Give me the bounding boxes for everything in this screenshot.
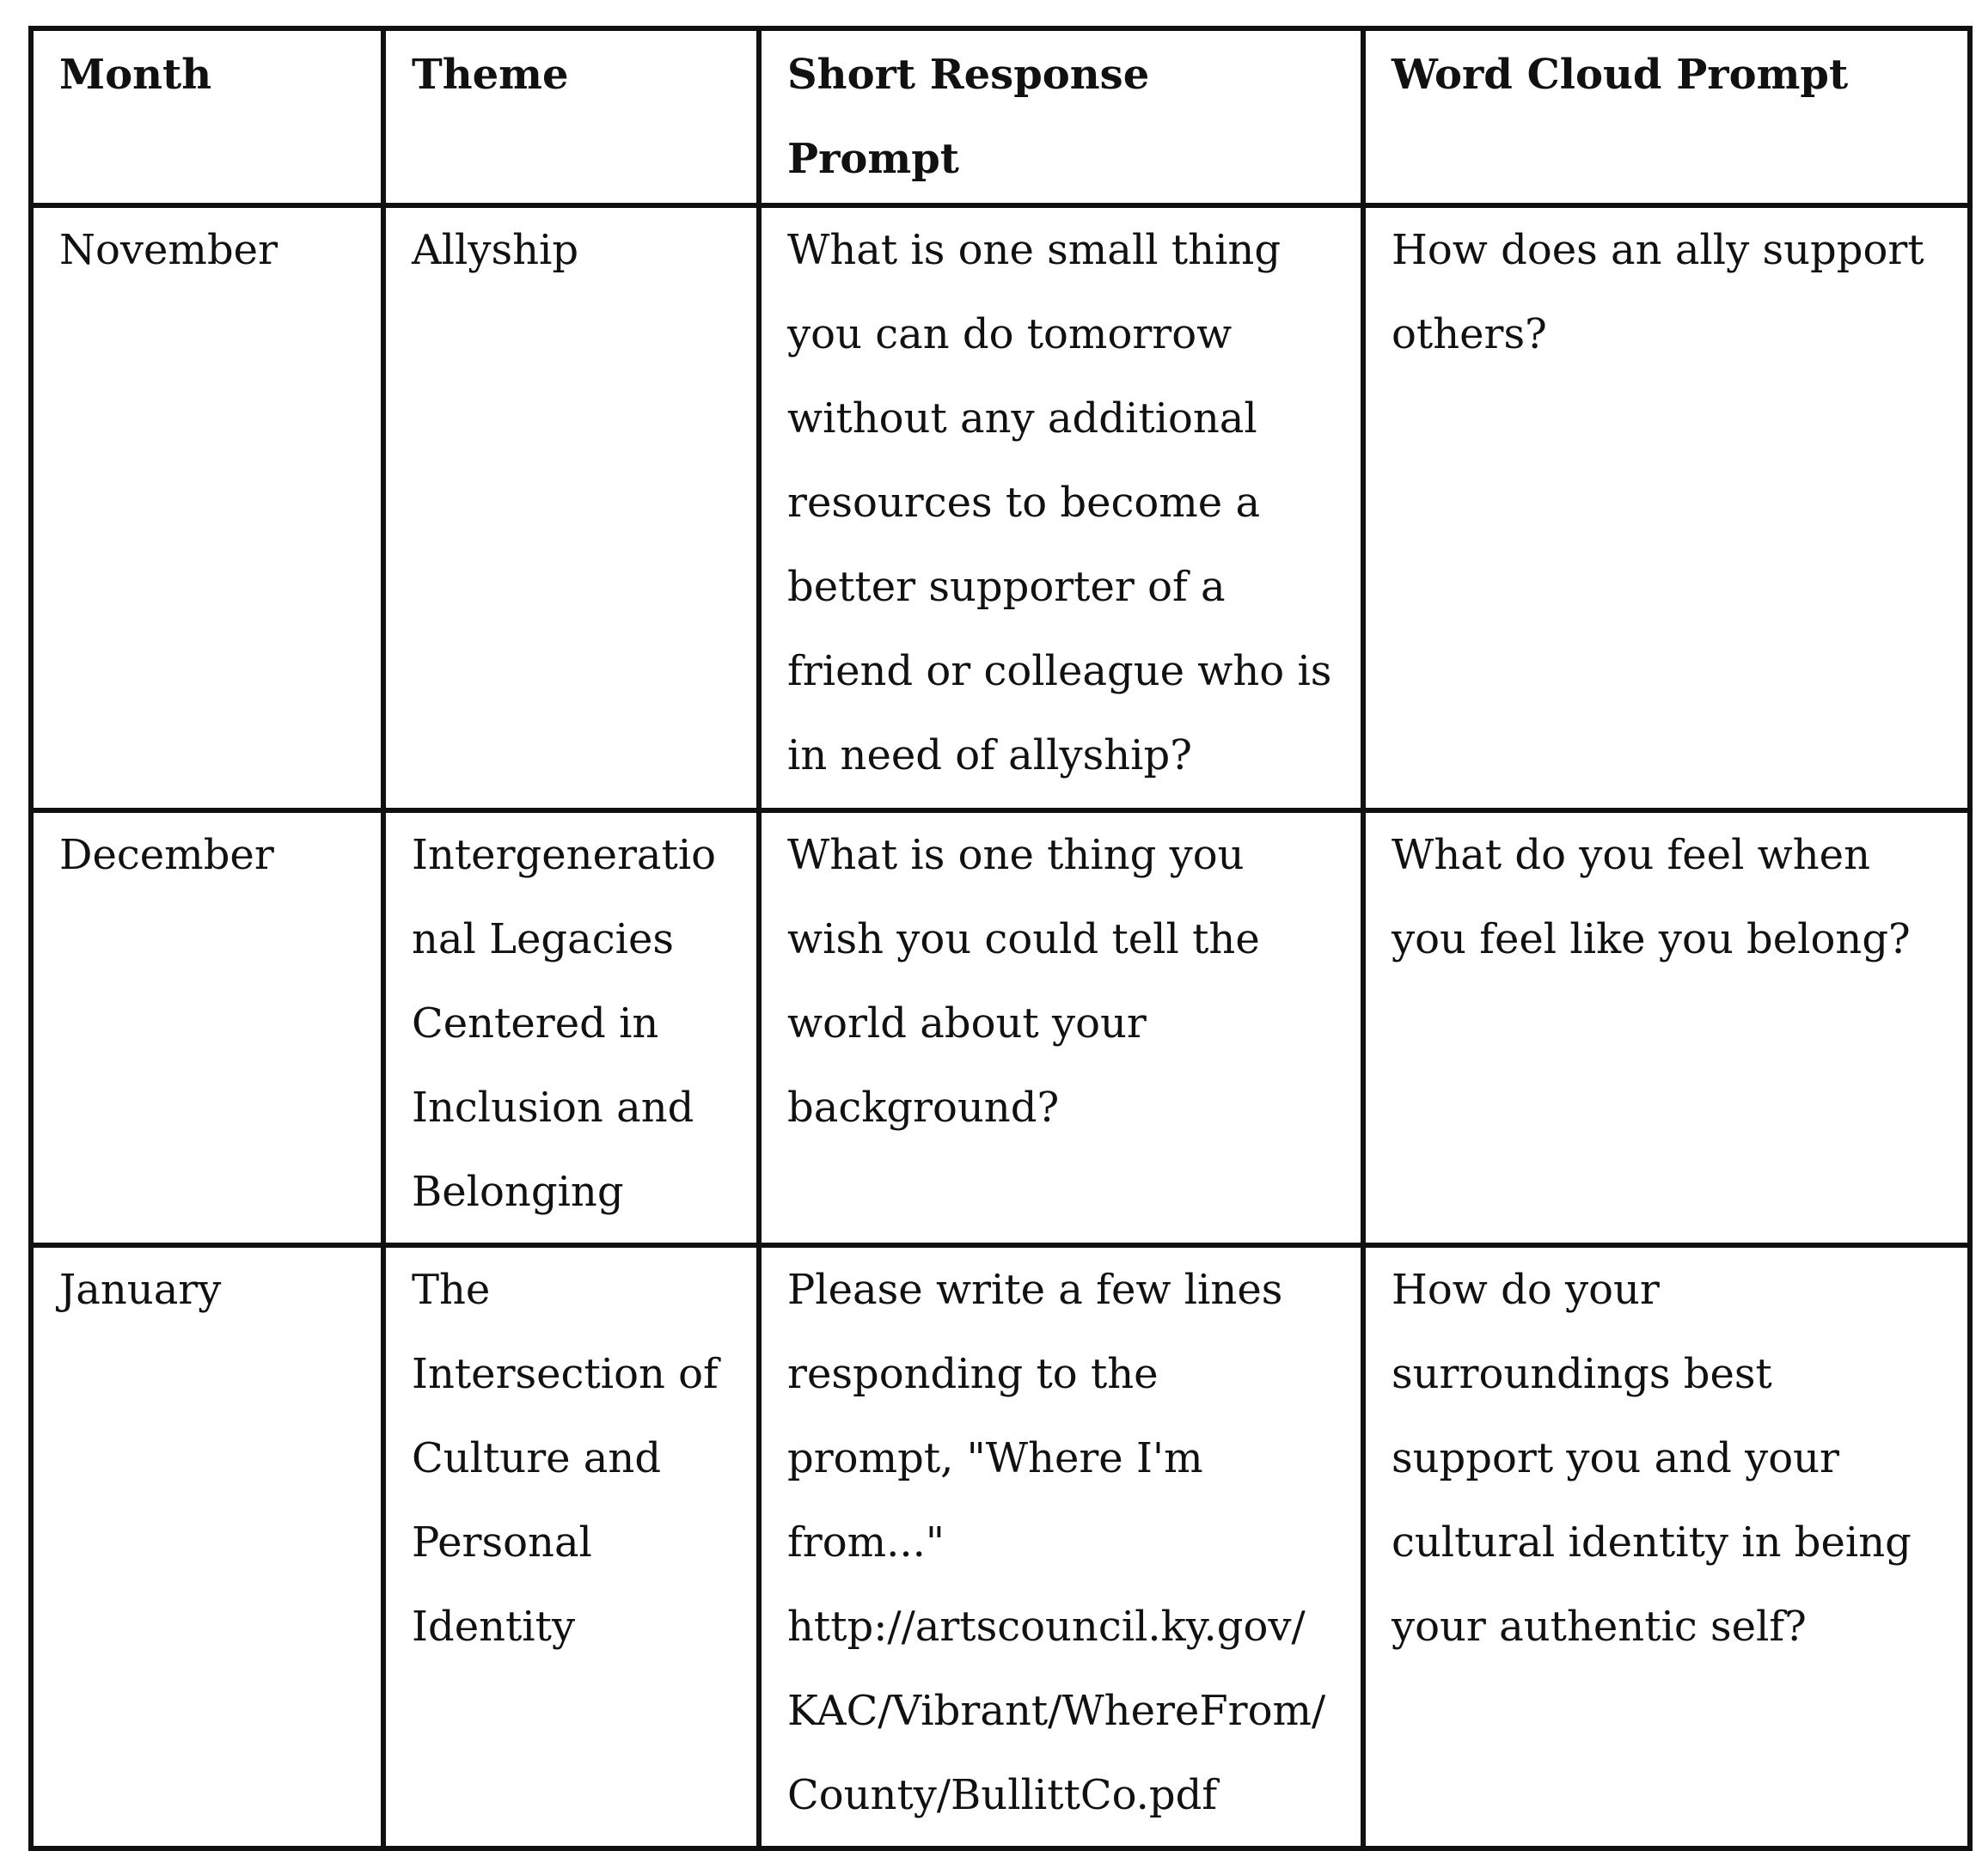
header-theme: Theme (383, 28, 759, 205)
cell-short-response-prompt: Please write a few lines responding to the prompt, "Where I'm from..." http://artscouncil.ky.gov/KAC/Vibrant/WhereFrom/County/BullittCo.pdf (759, 1245, 1363, 1848)
header-month: Month (31, 28, 383, 205)
cell-short-response-prompt: What is one small thing you can do tomorrow without any additional resources to become a better supporter of a friend or colleague who is in need of allyship? (759, 205, 1363, 810)
cell-short-response-prompt: What is one thing you wish you could tell the world about your background? (759, 810, 1363, 1245)
table-row (31, 810, 1970, 1245)
header-word-cloud-prompt: Word Cloud Prompt (1363, 28, 1970, 205)
prompts-table-container (28, 26, 1967, 1819)
cell-word-cloud-prompt: How do your surroundings best support you and your cultural identity in being your authentic self? (1363, 1245, 1970, 1848)
cell-month: December (31, 810, 383, 1245)
cell-month: January (31, 1245, 383, 1848)
table-row (31, 1245, 1970, 1848)
cell-word-cloud-prompt: What do you feel when you feel like you belong? (1363, 810, 1970, 1245)
cell-theme: Intergenerational Legacies Centered in Inclusion and Belonging (383, 810, 759, 1245)
monthly-prompts-table (28, 26, 1973, 1851)
header-short-response-prompt: Short Response Prompt (759, 28, 1363, 205)
cell-word-cloud-prompt: How does an ally support others? (1363, 205, 1970, 810)
table-header-row (31, 28, 1970, 205)
cell-theme: The Intersection of Culture and Personal Identity (383, 1245, 759, 1848)
cell-month: November (31, 205, 383, 810)
table-row (31, 205, 1970, 810)
cell-theme: Allyship (383, 205, 759, 810)
